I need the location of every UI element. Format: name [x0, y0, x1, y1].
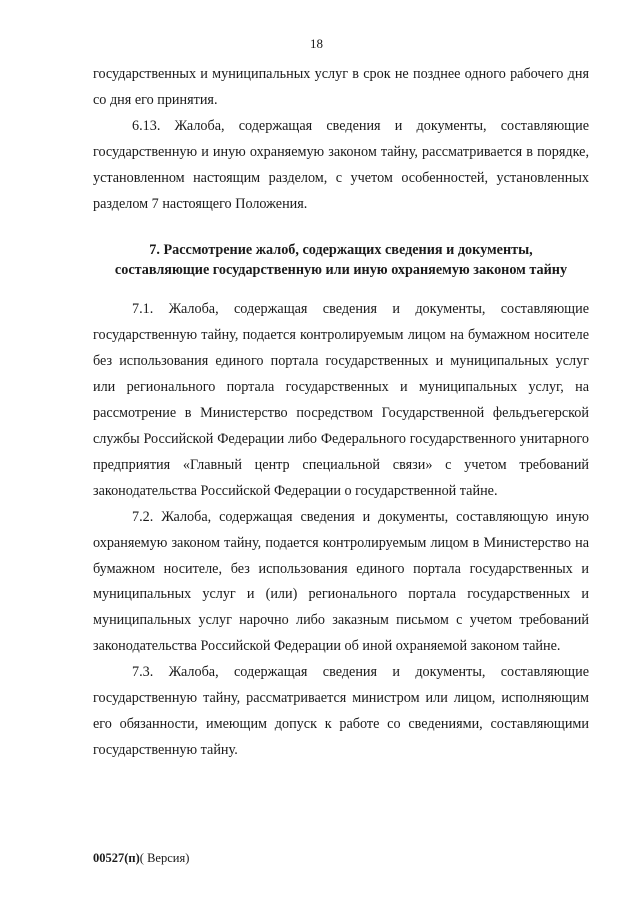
section-heading-line-1: 7. Рассмотрение жалоб, содержащих сведения и документы, — [149, 242, 533, 259]
paragraph-6-13: 6.13. Жалоба, содержащая сведения и документы, составляющие государственную и иную охраняемую законом тайну, рассматривается в порядке, установленном настоящим разделом, с учетом особенностей, установленных разделом 7 настоящего Положения. — [93, 117, 589, 212]
section-7-heading — [93, 240, 589, 280]
paragraph-7-3: 7.3. Жалоба, содержащая сведения и документы, составляющие государственную тайну, рассматривается министром или лицом, исполняющим его обязанности, имеющим допуск к работе со сведениями, составляющими государственную тайну. — [93, 664, 589, 758]
document-footer — [93, 851, 189, 866]
paragraph-continuation: государственных и муниципальных услуг в срок не позднее одного рабочего дня со дня его принятия. — [93, 66, 589, 108]
paragraph-7-1: 7.1. Жалоба, содержащая сведения и документы, составляющие государственную тайну, подается контролируемым лицом на бумажном носителе без использования единого портала государственных и муниципальных услуг или регионального портала государственных и муниципальных услуг, на рассмотрение в Министерство посредством Государственной фельдъегерской службы Российской Федерации либо Федерального государственного унитарного предприятия «Главный центр специальной связи» с учетом требований законодательства Российской Федерации о государственной тайне. — [93, 301, 589, 499]
document-version: ( Версия) — [139, 851, 190, 865]
document-code: 00527(п) — [93, 851, 140, 865]
page-number: 18 — [310, 36, 323, 51]
document-body — [93, 62, 589, 764]
section-heading-line-2: составляющие государственную или иную охраняемую законом тайну — [114, 262, 568, 279]
paragraph-7-2: 7.2. Жалоба, содержащая сведения и документы, составляющую иную охраняемую законом тайну, подается контролируемым лицом в Министерство на бумажном носителе, без использования единого портала государственных и муниципальных услуг и (или) регионального портала государственных и муниципальных услуг нарочно либо заказным письмом с учетом требований законодательства Российской Федерации об иной охраняемой законом тайне. — [93, 508, 589, 655]
